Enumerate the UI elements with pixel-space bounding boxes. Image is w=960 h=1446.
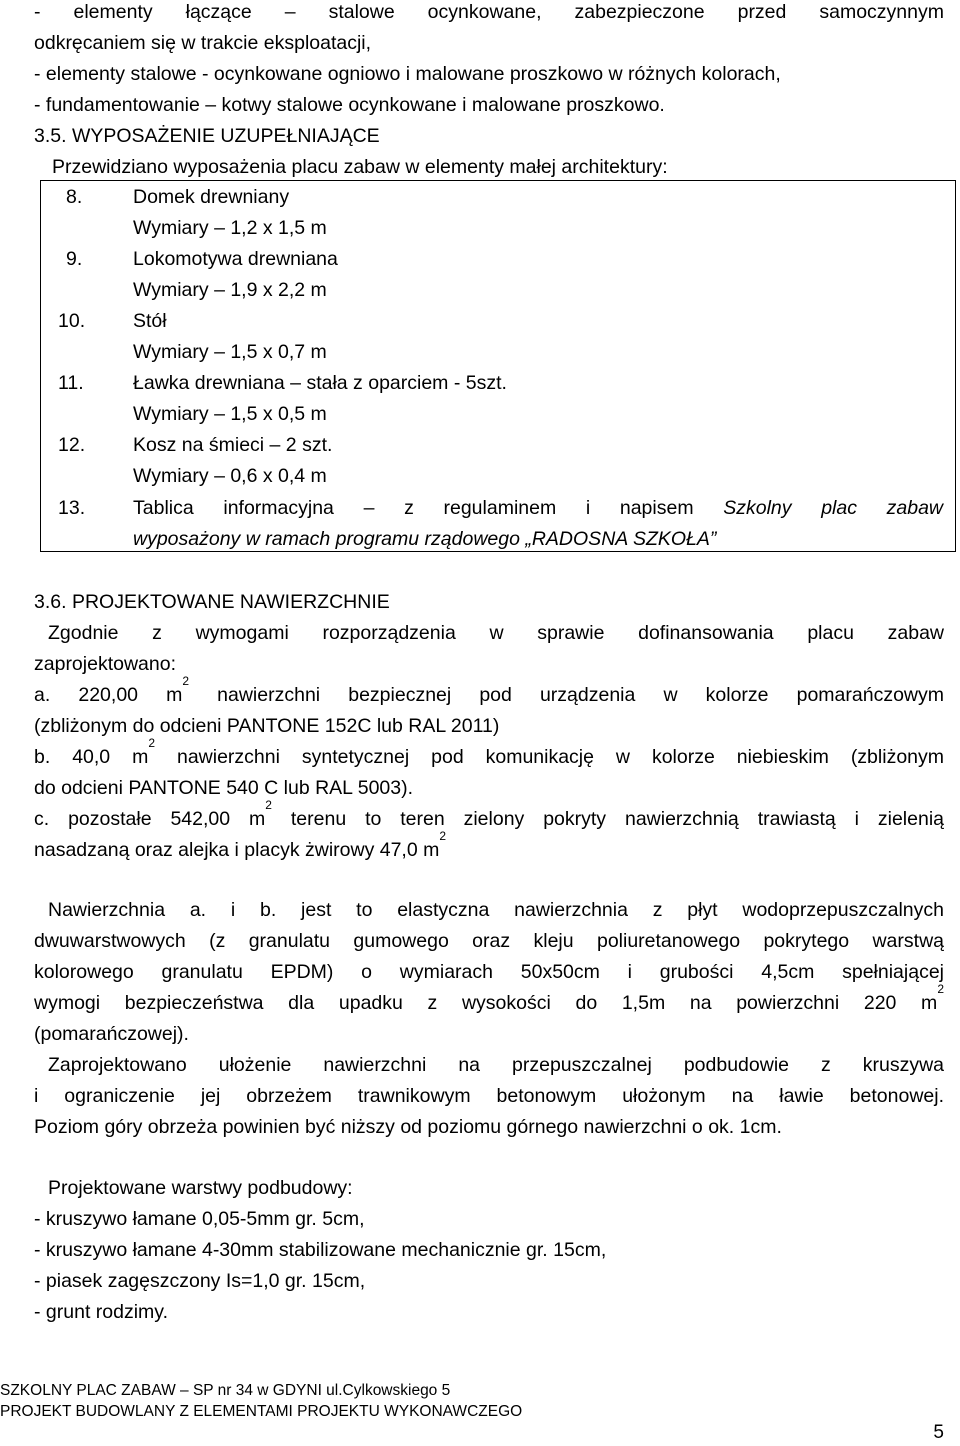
item-dimensions: Wymiary – 1,5 x 0,5 m [133,403,327,425]
body-line: - fundamentowanie – kotwy stalowe ocynkowane i malowane proszkowo. [34,94,665,116]
body-line: - elementy łączące – stalowe ocynkowane, zabezpieczone przed samoczynnym [34,1,944,23]
body-line: Zaprojektowano ułożenie nawierzchni na przepuszczalnej podbudowie z kruszywa [48,1054,944,1076]
layer-item: - piasek zagęszczony Is=1,0 gr. 15cm, [34,1270,366,1292]
section-heading: 3.5. WYPOSAŻENIE UZUPEŁNIAJĄCE [34,125,380,147]
item-number: 9. [66,248,83,270]
body-line: dwuwarstwowych (z granulatu gumowego oraz kleju poliuretanowego pokrytego warstwą [34,930,944,952]
body-line: - elementy stalowe - ocynkowane ogniowo i malowane proszkowo w różnych kolorach, [34,63,781,85]
item-number: 12. [58,434,86,456]
item-13-line2: wyposażony w ramach programu rządowego „RADOSNA SZKOŁA” [133,528,717,550]
layers-heading: Projektowane warstwy podbudowy: [48,1177,353,1199]
section-intro: Przewidziano wyposażenia placu zabaw w elementy małej architektury: [52,156,668,178]
surface-c-line1: c. pozostałe 542,00 $m^2$ terenu to teren zielony pokryty nawierzchnią trawiastą i zielenią [34,798,944,830]
surface-a-line2: (zbliżonym do odcieni PANTONE 152C lub RAL 2011) [34,715,500,737]
item-dimensions: Wymiary – 0,6 x 0,4 m [133,465,327,487]
body-line: kolorowego granulatu EPDM) o wymiarach 50x50cm i grubości 4,5cm spełniającej [34,961,944,983]
footer-line2: PROJEKT BUDOWLANY Z ELEMENTAMI PROJEKTU WYKONAWCZEGO [0,1403,523,1420]
body-line: (pomarańczowej). [34,1023,189,1045]
footer-line1: SZKOLNY PLAC ZABAW – SP nr 34 w GDYNI ul.Cylkowskiego 5 [0,1382,451,1399]
layer-item: - grunt rodzimy. [34,1301,169,1323]
item-13-line1: Tablica informacyjna – z regulaminem i napisem Szkolny plac zabaw [133,497,943,519]
layer-item: - kruszywo łamane 4-30mm stabilizowane mechanicznie gr. 15cm, [34,1239,607,1261]
body-line: zaprojektowano: [34,653,177,675]
item-dimensions: Wymiary – 1,5 x 0,7 m [133,341,327,363]
item-name: Lokomotywa drewniana [133,248,338,270]
item-number: 10. [58,310,86,332]
body-line: wymogi bezpieczeństwa dla upadku z wysokości do 1,5m na powierzchni 220 $m^2$ [34,982,944,1014]
item-name: Domek drewniany [133,186,290,208]
item-dimensions: Wymiary – 1,9 x 2,2 m [133,279,327,301]
layer-item: - kruszywo łamane 0,05-5mm gr. 5cm, [34,1208,365,1230]
surface-a-line1: a. 220,00 $m^2$ nawierzchni bezpiecznej pod urządzenia w kolorze pomarańczowym [34,674,944,706]
body-line: Poziom góry obrzeża powinien być niższy od poziomu górnego nawierzchni o ok. 1cm. [34,1116,782,1138]
body-line: Nawierzchnia a. i b. jest to elastyczna nawierzchnia z płyt wodoprzepuszczalnych [48,899,944,921]
surface-c-line2: nasadzaną oraz alejka i placyk żwirowy 47,0 $m^2$ [34,829,447,861]
body-line: odkręcaniem się w trakcie eksploatacji, [34,32,372,54]
item-number: 11. [58,372,84,394]
item-name: Kosz na śmieci – 2 szt. [133,434,333,456]
item-name: Ławka drewniana – stała z oparciem - 5szt. [133,372,507,394]
section-heading: 3.6. PROJEKTOWANE NAWIERZCHNIE [34,591,390,613]
page-number: 5 [933,1422,944,1443]
body-line: i ograniczenie jej obrzeżem trawnikowym betonowym ułożonym na ławie betonowej. [34,1085,944,1107]
item-name: Stół [133,310,167,332]
body-line: Zgodnie z wymogami rozporządzenia w sprawie dofinansowania placu zabaw [48,622,944,644]
item-dimensions: Wymiary – 1,2 x 1,5 m [133,217,327,239]
item-number: 13. [58,497,86,519]
item-number: 8. [66,186,83,208]
surface-b-line1: b. 40,0 $m^2$ nawierzchni syntetycznej pod komunikację w kolorze niebieskim (zbliżonym [34,736,945,768]
surface-b-line2: do odcieni PANTONE 540 C lub RAL 5003). [34,777,414,799]
